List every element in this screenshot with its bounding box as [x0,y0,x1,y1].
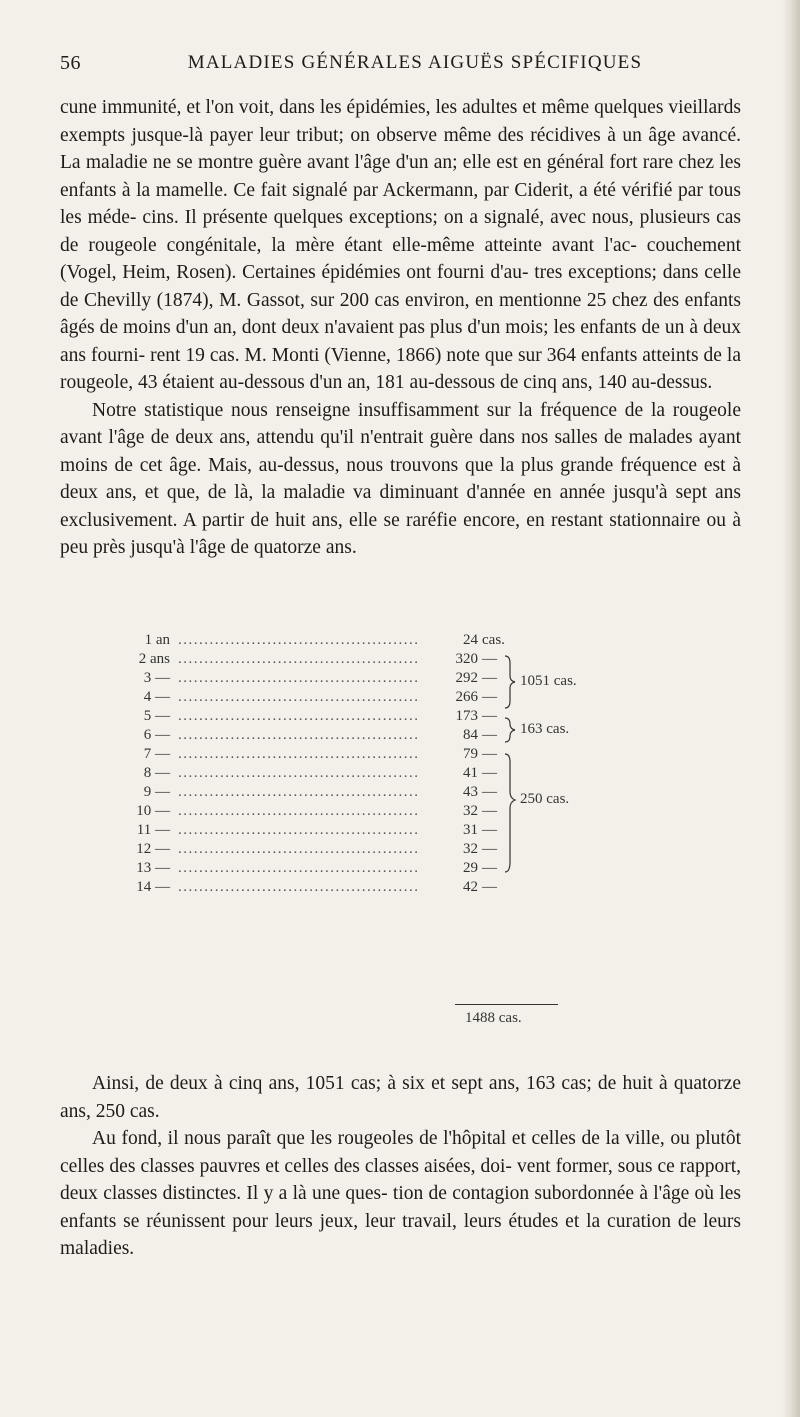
table-row [120,822,680,840]
paragraph-continuation: cune immunité, et l'on voit, dans les épidémies, les adultes et même quelques vieillards exempts jusque-là payer leur tribut; on observe même des récidives à un âge avancé. La maladie ne se montre guère avant l'âge d'un an; elle est en général fort rare chez les enfants à la mamelle. Ce fait signalé par Ackermann, par Ciderit, a été vérifié par tous les méde- cins. Il présente quelques exceptions; on a signalé, avec nous, plusieurs cas de rougeole congénitale, la mère étant elle-même atteinte avant l'ac- couchement (Vogel, Heim, Rosen). Certaines épidémies ont fourni d'au- tres exceptions; dans celle de Chevilly (1874), M. Gassot, sur 200 cas environ, en mentionne 25 chez des enfants âgés de moins d'un an, dont deux n'avaient pas plus d'un mois; les enfants de un à deux ans fourni- rent 19 cas. M. Monti (Vienne, 1866) note que sur 364 enfants atteints de la rougeole, 43 étaient au-dessous d'un an, 181 au-dessous de cinq ans, 140 au-dessus. [60,97,741,393]
group-label-8-14: 250 cas. [520,791,570,807]
row-age: 3 — [143,670,170,686]
row-unit: — [482,860,497,876]
running-head: MALADIES GÉNÉRALES AIGUËS SPÉCIFIQUES [187,52,643,73]
row-dot-leader: .............................................. [178,803,420,819]
row-value: 84 [420,727,478,744]
row-dot-leader: .............................................. [178,765,420,781]
page-header [60,52,740,80]
table-row [120,784,680,802]
row-age: 11 — [136,822,170,838]
row-value: 292 [420,670,478,687]
body-text-top [60,94,741,562]
row-unit: — [482,708,497,724]
paragraph-statistics: Notre statistique nous renseigne insuffisamment sur la fréquence de la rougeole avant l'âge de deux ans, attendu qu'il n'entrait guère dans nos salles de malades ayant moins de cet âge. Mais, au-dessus, nous trouvons que la plus grande fréquence est à deux ans, et que, de là, la maladie va diminuant d'année en année jusqu'à sept ans exclusivement. A partir de huit ans, elle se raréfie encore, en restant stationnaire ou à peu près jusqu'à l'âge de quatorze ans. [60,399,741,558]
row-unit: — [482,651,497,667]
page-edge-shadow [782,0,800,1417]
row-value: 42 [420,879,478,896]
table-row [120,879,680,897]
row-dot-leader: .............................................. [178,860,420,876]
row-age: 5 — [143,708,170,724]
row-dot-leader: .............................................. [178,689,420,705]
row-dot-leader: .............................................. [178,746,420,762]
table-row [120,803,680,821]
row-value: 32 [420,841,478,858]
paragraph-summary: Ainsi, de deux à cinq ans, 1051 cas; à six et sept ans, 163 cas; de huit à quatorze ans, 250 cas. [60,1073,741,1122]
row-unit: — [482,670,497,686]
row-age: 6 — [143,727,170,743]
row-dot-leader: .............................................. [178,651,420,667]
table-row [120,841,680,859]
row-unit: — [482,727,497,743]
row-value: 41 [420,765,478,782]
group-label-2-5: 1051 cas. [520,673,577,689]
row-age: 4 — [143,689,170,705]
table-row [120,651,680,669]
row-age: 2 ans [138,651,170,667]
table-row [120,708,680,726]
row-age: 8 — [143,765,170,781]
row-value: 173 [420,708,478,725]
table-row [120,727,680,745]
row-unit: — [482,879,497,895]
row-age: 13 — [136,860,170,876]
row-dot-leader: .............................................. [178,632,420,648]
row-age: 10 — [136,803,170,819]
row-unit: cas. [482,632,505,648]
total-rule [455,1004,558,1005]
row-unit: — [482,841,497,857]
row-age: 12 — [136,841,170,857]
paragraph-conclusion: Au fond, il nous paraît que les rougeoles de l'hôpital et celles de la ville, ou plutôt celles des classes pauvres et celles des classes aisées, doi- vent former, sous ce rapport, deux classes distinctes. Il y a là une ques- tion de contagion subordonnée à l'âge où les enfants se réunissent pour leurs jeux, leur travail, leurs études et la curation de leurs maladies. [60,1128,741,1259]
row-age: 1 an [144,632,170,648]
age-cases-table [120,630,680,1050]
row-unit: — [482,803,497,819]
row-dot-leader: .............................................. [178,708,420,724]
table-total: 1488 cas. [465,1010,522,1026]
row-value: 320 [420,651,478,668]
row-value: 31 [420,822,478,839]
page-number: 56 [60,52,81,74]
table-row [120,860,680,878]
table-row [120,632,680,650]
row-value: 43 [420,784,478,801]
group-label-6-7: 163 cas. [520,721,570,737]
row-dot-leader: .............................................. [178,727,420,743]
row-unit: — [482,689,497,705]
row-unit: — [482,822,497,838]
body-text-bottom [60,1070,741,1263]
table-row [120,746,680,764]
row-value: 266 [420,689,478,706]
row-unit: — [482,765,497,781]
row-value: 29 [420,860,478,877]
row-dot-leader: .............................................. [178,879,420,895]
row-value: 24 [420,632,478,649]
row-age: 7 — [143,746,170,762]
row-age: 9 — [143,784,170,800]
row-dot-leader: .............................................. [178,784,420,800]
row-age: 14 — [136,879,170,895]
row-dot-leader: .............................................. [178,841,420,857]
row-unit: — [482,746,497,762]
table-row [120,765,680,783]
row-value: 79 [420,746,478,763]
row-value: 32 [420,803,478,820]
table-row [120,670,680,688]
row-dot-leader: .............................................. [178,822,420,838]
row-unit: — [482,784,497,800]
row-dot-leader: .............................................. [178,670,420,686]
table-row [120,689,680,707]
